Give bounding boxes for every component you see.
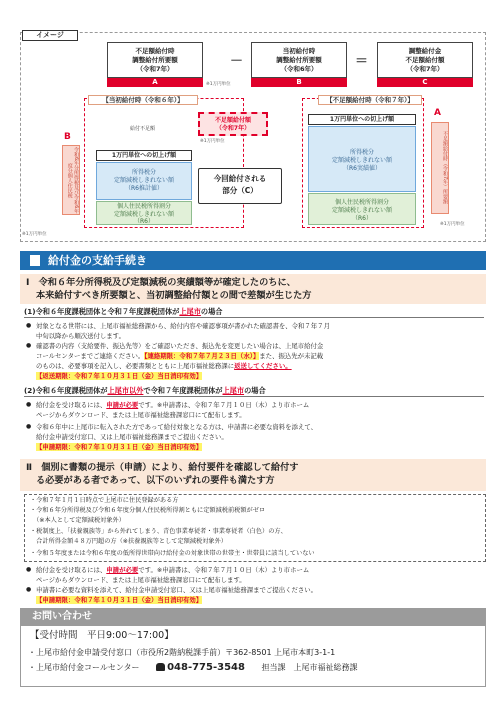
box-a-line3: （令和7年） bbox=[136, 65, 174, 73]
shortfall-bar-l2: （令和7年） bbox=[215, 125, 251, 132]
bullet6-l1: ● 申請書に必要な資料を添えて、給付金申請受付窓口、又は上尾市福祉総務課までご提出ください。 bbox=[36, 586, 318, 594]
cond-1: ・令和７年１月１日時点で上尾市に住民登録がある方 bbox=[30, 497, 179, 504]
phone-icon bbox=[156, 663, 165, 671]
cond-5: 合計所得金額４８万円超の方（※扶養親族等として定額減税対象外） bbox=[30, 538, 227, 545]
equals-sign: ＝ bbox=[355, 54, 369, 69]
bullet3-l2: ページからダウンロード、または上尾市福祉総務課窓口にて配布します。 bbox=[36, 411, 246, 419]
left-side-bracket: 令和6年分所得税及び令和6年度分個人住民税 bbox=[62, 145, 80, 215]
unit-note-mid: ※1万円単位 bbox=[200, 139, 225, 144]
part1-sub2 bbox=[24, 385, 484, 397]
box-a bbox=[107, 42, 203, 78]
left-income-tax-bar bbox=[96, 162, 192, 200]
box-a-line1: 不足額給付時 bbox=[135, 47, 175, 55]
box-c-line3: （令和7年） bbox=[406, 65, 444, 73]
box-c-line1: 調整給付金 bbox=[408, 47, 442, 55]
box-c-line2: 不足額給付額 bbox=[405, 56, 445, 64]
part2-heading-l2: る必要がある者であって、以下のいずれの要件も満たす方 bbox=[36, 475, 275, 486]
bullet2-l3 bbox=[36, 361, 486, 371]
bullet2-highlight: 【連絡期限：令和７年７月２３日（水）】 bbox=[144, 352, 260, 360]
bullet2-l2b: また、振込先が未記載 bbox=[259, 352, 324, 360]
contact-line2 bbox=[28, 662, 484, 674]
bullet3-l1 bbox=[36, 400, 486, 410]
bullet4-deadline-text: 【申請期限：令和７年１０月３１日（金）当日消印有効】 bbox=[36, 443, 203, 451]
minus-sign: － bbox=[230, 54, 244, 69]
side-label-a: A bbox=[434, 108, 441, 118]
part2-bullet2 bbox=[36, 585, 486, 605]
bullet4-l1: ● 令和６年中に上尾市に転入された方であって給付対象となる方は、申請書に必要な資料を添えて、 bbox=[36, 423, 317, 431]
contact-line2-prefix: ・上尾市給付金コールセンター bbox=[28, 663, 140, 672]
bullet2-l2 bbox=[36, 351, 486, 361]
cond-2: ・令和６年分所得税及び令和６年度分個人住民税所得割ともに定額減税前税額がゼロ bbox=[30, 507, 266, 514]
part1-bullet2 bbox=[36, 341, 486, 381]
section-title-text: 給付金の支給手続き bbox=[48, 254, 147, 267]
unit-note-right: ※1万円単位 bbox=[440, 222, 465, 227]
part2-bullet1 bbox=[36, 565, 486, 585]
bullet2-deadline bbox=[36, 371, 486, 381]
image-tag: イメージ bbox=[22, 30, 78, 41]
cond-3: （※本人として定額減税対象外） bbox=[30, 517, 125, 524]
title-mark-icon bbox=[30, 255, 40, 266]
part1-heading-l1: Ⅰ 令和６年分所得税及び定額減税の実績額等が確定したのちに、 bbox=[26, 277, 296, 288]
shortfall-period-label: 【不足額給付時（令和７年）】 bbox=[318, 95, 422, 105]
right-income-tax-bar bbox=[308, 126, 416, 192]
bullet6-deadline bbox=[36, 595, 486, 605]
right-income-tax-l1: 所得税分 bbox=[349, 149, 374, 156]
payment-shortage-label: 給付不足額 bbox=[130, 126, 156, 132]
left-income-tax-l1: 所得税分 bbox=[131, 169, 156, 176]
current-payment-callout bbox=[198, 168, 282, 204]
bullet6-deadline-text: 【申請期限：令和７年１０月３１日（金）当日消印有効】 bbox=[36, 596, 203, 604]
right-income-tax-l2: 定額減税しきれない額 bbox=[331, 157, 392, 164]
right-income-tax-l3: （R6実績値） bbox=[343, 165, 381, 172]
sub2-mid: で令和７年度課税団体が bbox=[143, 386, 223, 395]
bullet1-l1: ● 対象となる世帯には、上尾市福祉総務課から、給付内容や確認事項が書かれた確認書を、令和７年７月 bbox=[36, 322, 330, 330]
section-title bbox=[20, 251, 486, 270]
bullet3-l1a: 給付金を受け取るには、 bbox=[36, 401, 107, 409]
initial-period-label: 【当初給付時（令和６年）】 bbox=[88, 95, 198, 105]
part2-heading bbox=[20, 459, 486, 491]
box-b-line2: 調整給付所要額 bbox=[276, 56, 322, 64]
bullet2-l2a: コールセンターまでご連絡ください。 bbox=[36, 352, 145, 360]
bullet5-red: 申請が必要 bbox=[106, 566, 139, 574]
part1-heading-l2: 本来給付すべき所要額と、当初調整給付額との間で差額が生じた方 bbox=[36, 290, 312, 301]
bullet2-l3-red: 返送してください。 bbox=[234, 362, 292, 370]
left-round-up-bar: 1万円単位への切上げ額 bbox=[96, 150, 192, 161]
box-b bbox=[251, 42, 347, 78]
left-resident-l1: 個人住民税所得割分 bbox=[116, 203, 171, 210]
right-resident-l1: 個人住民税所得割分 bbox=[334, 199, 389, 206]
bullet3-l1b: です。※申請書は、令和７年７月１０日（木）より市ホーム bbox=[138, 401, 310, 409]
cond-6: ・令和５年度または令和６年度の低所得世帯向け給付金の対象世帯の世帯主・世帯員に該当していない bbox=[30, 550, 315, 557]
sub1-prefix: (1)令和６年度課税団体と令和７年度課税団体が bbox=[24, 307, 180, 316]
bullet5-l1b: です。※申請書は、令和７年７月１０日（木）より市ホーム bbox=[138, 566, 310, 574]
contact-hours: 【受付時間 平日9:00～17:00】 bbox=[30, 630, 174, 641]
shortfall-bar-l1: 不足額給付額 bbox=[214, 117, 251, 124]
box-b-line3: （令和6年） bbox=[280, 65, 318, 73]
callout-l2: 部分（C） bbox=[222, 186, 258, 195]
right-side-bracket: 不足額給付時（令和7年）所要額 bbox=[431, 122, 449, 214]
left-resident-l2: 定額減税しきれない額 bbox=[113, 210, 174, 218]
part1-heading bbox=[20, 274, 486, 304]
box-b-line1: 当初給付時 bbox=[282, 47, 316, 55]
bullet5-l2: ページからダウンロード、または上尾市福祉総務課窓口にて配布します。 bbox=[36, 576, 246, 584]
letter-a: A bbox=[107, 78, 203, 87]
part1-bullet1 bbox=[36, 321, 486, 341]
letter-b: B bbox=[251, 78, 347, 87]
bullet2-deadline-text: 【返送期限：令和７年１０月３１日（金）当日消印有効】 bbox=[36, 372, 203, 380]
sub2-red2: 上尾市 bbox=[222, 386, 245, 395]
bullet5-l1 bbox=[36, 565, 486, 575]
bullet4-deadline bbox=[36, 442, 486, 452]
contact-line2-suffix: 担当課 上尾市福祉総務課 bbox=[261, 663, 358, 672]
bullet3-red: 申請が必要 bbox=[106, 401, 139, 409]
part1-sub1 bbox=[24, 306, 484, 318]
side-label-b: B bbox=[64, 132, 71, 142]
sub1-suffix: の場合 bbox=[200, 307, 223, 316]
bullet2-l1: ● 確認書の内容（支給要件、振込先等）をご確認いただき、振込先を変更したい場合は、上尾市給付金 bbox=[36, 342, 324, 350]
unit-note-left: ※1万円単位 bbox=[22, 232, 47, 237]
bullet1-l2: 中旬以降から順次送付します。 bbox=[36, 332, 125, 340]
callout-l1: 今回給付される bbox=[213, 174, 267, 183]
part2-heading-l1: Ⅱ 個別に書類の提示（申請）により、給付要件を確認して給付す bbox=[26, 462, 299, 473]
contact-phone[interactable]: 048-775-3548 bbox=[167, 662, 245, 673]
letter-c: C bbox=[377, 78, 473, 87]
left-income-tax-l2: 定額減税しきれない額 bbox=[113, 177, 174, 184]
sub2-prefix: (2)令和６年度課税団体が bbox=[24, 386, 108, 395]
box-a-line2: 調整給付所要額 bbox=[132, 56, 178, 64]
sub2-suffix: の場合 bbox=[244, 386, 266, 395]
shortfall-payment-bar bbox=[198, 112, 268, 136]
cond-4: ・税制度上、「扶養親族等」から外れてしまう、青色事業専従者・事業専従者（白色）の方、 bbox=[30, 528, 287, 535]
part1-bullet4 bbox=[36, 422, 486, 452]
right-round-up-bar: 1万円単位への切上げ額 bbox=[308, 114, 416, 125]
sub2-red: 上尾市以外 bbox=[107, 386, 144, 395]
right-resident-l2: 定額減税しきれない額 bbox=[331, 207, 392, 214]
bullet5-l1a: 給付金を受け取るには、 bbox=[36, 566, 107, 574]
unit-note-a: ※1万円単位 bbox=[206, 82, 231, 87]
contact-title: お問い合わせ bbox=[20, 608, 486, 625]
contact-line1: ・上尾市給付金申請受付窓口（市役所2階納税課手前）〒362-8501 上尾市本町3-1-1 bbox=[28, 648, 336, 657]
right-resident-l3: （R6） bbox=[352, 215, 372, 222]
part1-bullet3 bbox=[36, 400, 486, 420]
left-income-tax-l3: （R6推計値） bbox=[125, 185, 163, 192]
right-resident-tax-bar bbox=[308, 193, 416, 225]
left-resident-tax-bar bbox=[96, 201, 192, 225]
bullet2-l3a: のものは、必要事項を記入し、必要書類とともに上尾市福祉総務課に bbox=[36, 362, 235, 370]
left-resident-l3: （R6） bbox=[134, 218, 154, 225]
box-c bbox=[377, 42, 473, 78]
bullet4-l2: 給付金申請受付窓口、又は上尾市福祉総務課までご提出ください。 bbox=[36, 433, 228, 441]
sub1-red: 上尾市 bbox=[179, 307, 201, 316]
